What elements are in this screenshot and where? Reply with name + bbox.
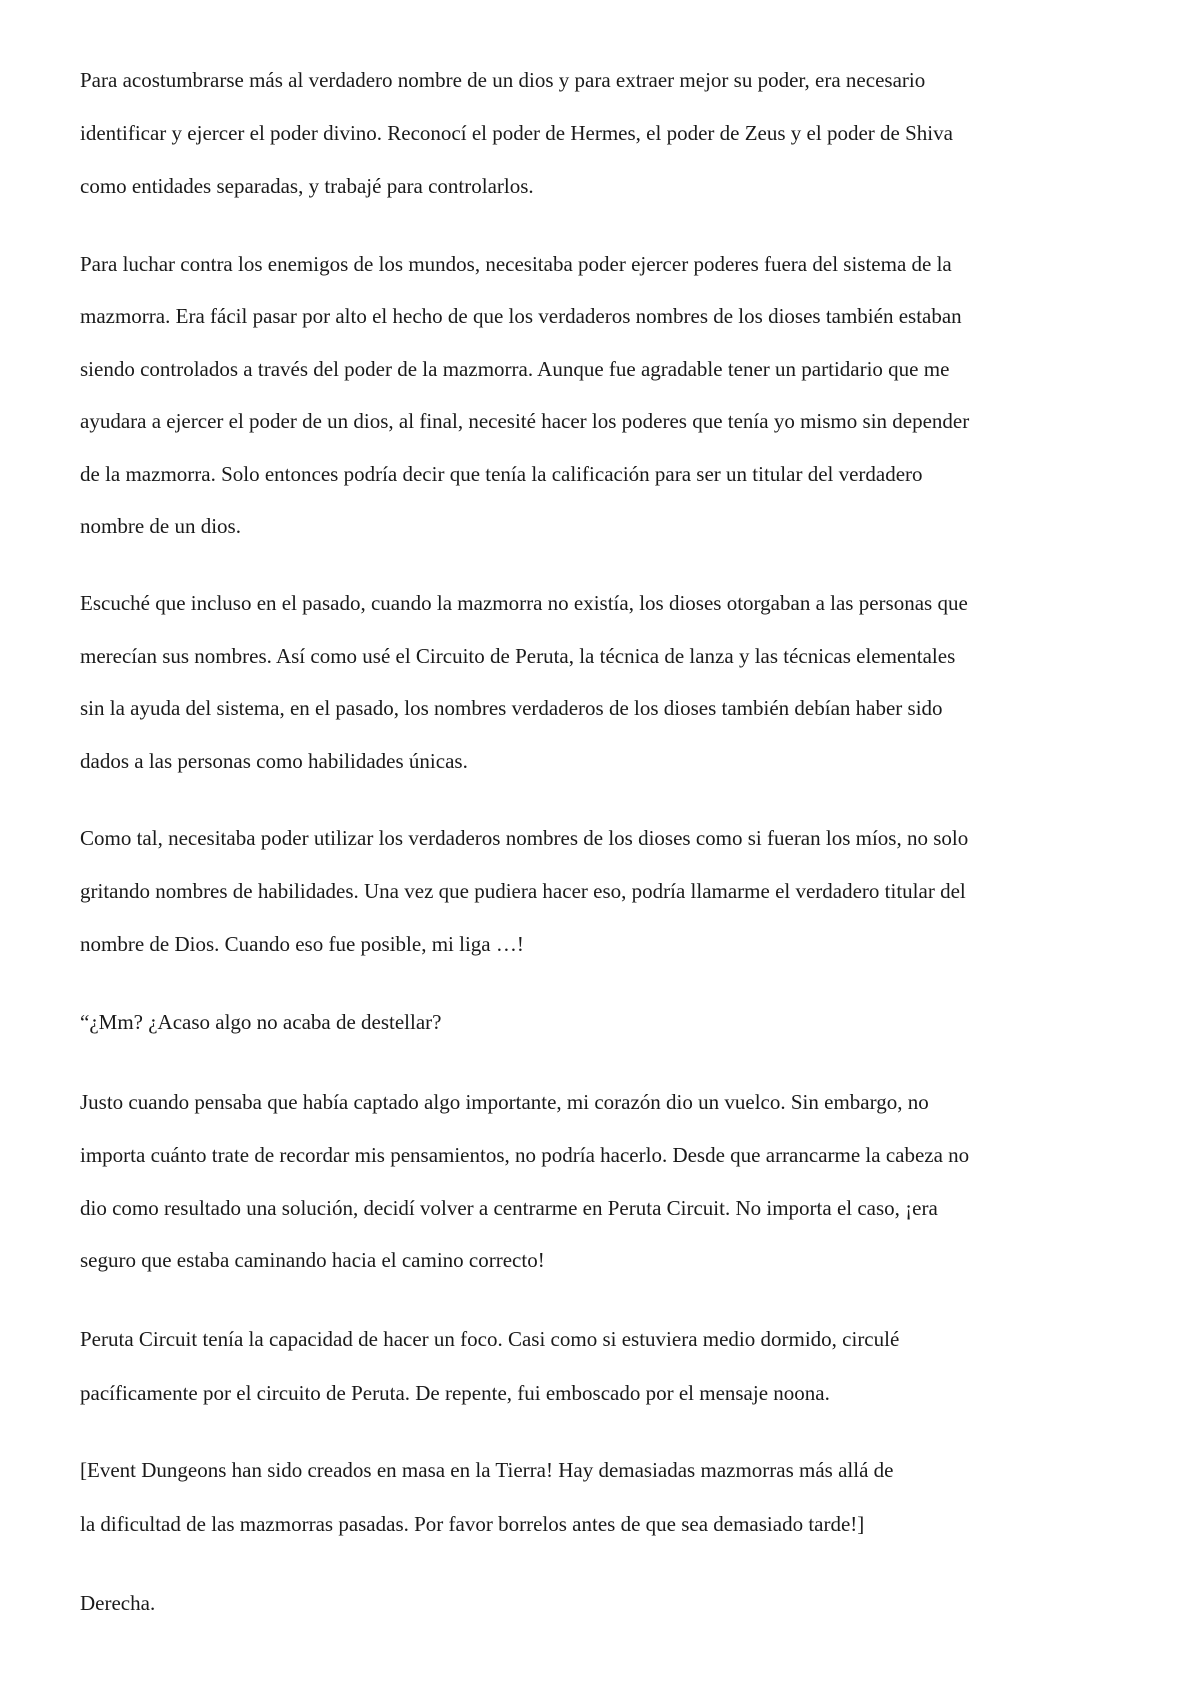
text-line: Para luchar contra los enemigos de los mundos, necesitaba poder ejercer poderes fuera del sistema de la [80,252,952,276]
text-line: Justo cuando pensaba que había captado algo importante, mi corazón dio un vuelco. Sin embargo, no [80,1090,929,1114]
text-line: nombre de un dios. [80,514,241,538]
text-line: seguro que estaba caminando hacia el camino correcto! [80,1248,545,1272]
text-line: Como tal, necesitaba poder utilizar los verdaderos nombres de los dioses como si fueran los míos, no solo [80,826,969,850]
text-line: dio como resultado una solución, decidí volver a centrarme en Peruta Circuit. No importa el caso, ¡era [80,1196,938,1220]
text-line: Para acostumbrarse más al verdadero nombre de un dios y para extraer mejor su poder, era necesario [80,68,926,92]
text-line: gritando nombres de habilidades. Una vez que pudiera hacer eso, podría llamarme el verdadero titular del [80,879,966,903]
text-line: ayudara a ejercer el poder de un dios, al final, necesité hacer los poderes que tenía yo mismo sin depender [80,409,970,433]
text-line: Peruta Circuit tenía la capacidad de hacer un foco. Casi como si estuviera medio dormido, circulé [80,1327,900,1351]
text-line: “¿Mm? ¿Acaso algo no acaba de destellar? [80,1010,442,1034]
text-line: dados a las personas como habilidades únicas. [80,749,468,773]
text-line: merecían sus nombres. Así como usé el Circuito de Peruta, la técnica de lanza y las técnicas elementales [80,644,956,668]
text-line: sin la ayuda del sistema, en el pasado, los nombres verdaderos de los dioses también debían haber sido [80,696,943,720]
text-line: como entidades separadas, y trabajé para controlarlos. [80,174,534,198]
text-line: [Event Dungeons han sido creados en masa en la Tierra! Hay demasiadas mazmorras más allá de [80,1458,894,1482]
text-line: de la mazmorra. Solo entonces podría decir que tenía la calificación para ser un titular del verdadero [80,462,923,486]
text-line: mazmorra. Era fácil pasar por alto el hecho de que los verdaderos nombres de los dioses también estaban [80,304,962,328]
text-line: Escuché que incluso en el pasado, cuando la mazmorra no existía, los dioses otorgaban a las personas que [80,591,968,615]
text-line: identificar y ejercer el poder divino. Reconocí el poder de Hermes, el poder de Zeus y el poder de Shiva [80,121,953,145]
text-line: nombre de Dios. Cuando eso fue posible, mi liga …! [80,932,524,956]
text-line: pacíficamente por el circuito de Peruta. De repente, fui emboscado por el mensaje noona. [80,1381,830,1405]
text-line: la dificultad de las mazmorras pasadas. Por favor borrelos antes de que sea demasiado tarde!] [80,1512,865,1536]
text-line: siendo controlados a través del poder de la mazmorra. Aunque fue agradable tener un partidario que me [80,357,950,381]
text-line: Derecha. [80,1591,156,1615]
text-line: importa cuánto trate de recordar mis pensamientos, no podría hacerlo. Desde que arrancarme la cabeza no [80,1143,970,1167]
